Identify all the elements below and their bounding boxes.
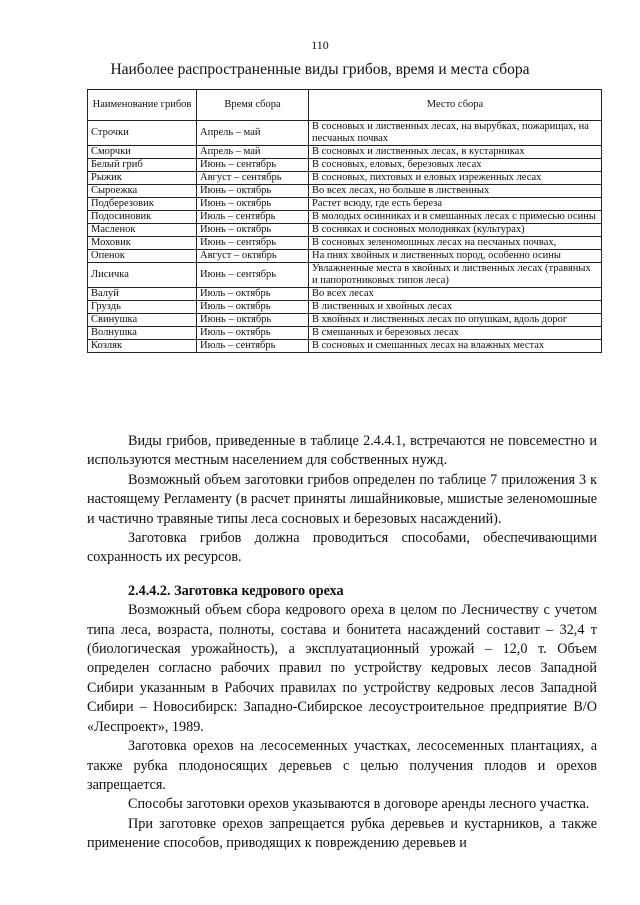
cell-place: В молодых осинниках и в смешанных лесах с примесью осины: [309, 211, 602, 224]
cell-name: Подберезовик: [88, 198, 197, 211]
cell-time: Июль – октябрь: [197, 288, 309, 301]
cell-name: Белый гриб: [88, 159, 197, 172]
cell-name: Масленок: [88, 224, 197, 237]
cell-name: Опенок: [88, 250, 197, 263]
cell-place: В лиственных и хвойных лесах: [309, 301, 602, 314]
cell-name: Лисичка: [88, 263, 197, 288]
cell-place: В сосновых зеленомошных лесах на песчаных почвах,: [309, 237, 602, 250]
table-row: [88, 211, 602, 224]
cell-place: В сосновых и лиственных лесах, в кустарниках: [309, 146, 602, 159]
cell-time: Август – сентябрь: [197, 172, 309, 185]
cell-time: Июнь – сентябрь: [197, 237, 309, 250]
body-text: [87, 432, 597, 854]
cell-place: В сосновых и лиственных лесах, на вырубках, пожарищах, на песчаных почвах: [309, 121, 602, 146]
cell-place: В хвойных и лиственных лесах по опушкам, вдоль дорог: [309, 314, 602, 327]
page-number: 110: [311, 38, 329, 52]
cell-place: На пнях хвойных и лиственных пород, особенно осины: [309, 250, 602, 263]
cell-name: Строчки: [88, 121, 197, 146]
cell-time: Июль – октябрь: [197, 327, 309, 340]
table-title: Наиболее распространенные виды грибов, время и места сбора: [110, 61, 530, 78]
paragraph: Способы заготовки орехов указываются в договоре аренды лесного участка.: [128, 796, 590, 813]
table-row: [88, 263, 602, 288]
cell-name: Рыжик: [88, 172, 197, 185]
table-row: [88, 159, 602, 172]
cell-name: Сморчки: [88, 146, 197, 159]
cell-place: В сосновых, еловых, березовых лесах: [309, 159, 602, 172]
cell-place: В сосняках и сосновых молодняках (культурах): [309, 224, 602, 237]
cell-place: В сосновых и смешанных лесах на влажных местах: [309, 340, 602, 353]
cell-place: В смешанных и березовых лесах: [309, 327, 602, 340]
header-time: Время сбора: [197, 90, 309, 121]
paragraph: Виды грибов, приведенные в таблице 2.4.4.1, встречаются не повсеместно и используются местным населением для собственных нужд.: [87, 433, 597, 469]
mushroom-table: [87, 89, 602, 353]
table-row: [88, 224, 602, 237]
header-name: Наименование грибов: [88, 90, 197, 121]
cell-name: Моховик: [88, 237, 197, 250]
cell-name: Свинушка: [88, 314, 197, 327]
cell-time: Июнь – сентябрь: [197, 159, 309, 172]
cell-time: Июнь – октябрь: [197, 185, 309, 198]
paragraph: Заготовка грибов должна проводиться способами, обеспечивающими сохранность их ресурсов.: [87, 530, 597, 566]
cell-place: Растет всюду, где есть береза: [309, 198, 602, 211]
cell-time: Июнь – октябрь: [197, 314, 309, 327]
table-row: [88, 301, 602, 314]
table-row: [88, 340, 602, 353]
table-row: [88, 121, 602, 146]
cell-time: Июль – сентябрь: [197, 340, 309, 353]
table-row: [88, 314, 602, 327]
table-row: [88, 250, 602, 263]
cell-time: Июль – сентябрь: [197, 211, 309, 224]
table-header-row: [88, 90, 602, 121]
cell-name: Подосиновик: [88, 211, 197, 224]
table-row: [88, 237, 602, 250]
cell-place: Во всех лесах, но больше в лиственных: [309, 185, 602, 198]
table-row: [88, 327, 602, 340]
cell-name: Валуй: [88, 288, 197, 301]
cell-time: Июль – октябрь: [197, 301, 309, 314]
table-row: [88, 288, 602, 301]
cell-time: Июнь – октябрь: [197, 198, 309, 211]
paragraph: При заготовке орехов запрещается рубка деревьев и кустарников, а также применение способов, приводящих к повреждению деревьев и: [87, 815, 597, 852]
cell-time: Апрель – май: [197, 121, 309, 146]
cell-place: Во всех лесах: [309, 288, 602, 301]
cell-name: Груздь: [88, 301, 197, 314]
section-heading: 2.4.4.2. Заготовка кедрового ореха: [128, 582, 344, 599]
table-row: [88, 172, 602, 185]
cell-name: Козляк: [88, 340, 197, 353]
table-row: [88, 198, 602, 211]
paragraph: Возможный объем заготовки грибов определен по таблице 7 приложения 3 к настоящему Регламенту (в расчет приняты лишайниковые, мшистые зеленомошные и частично травяные типы леса сосновых и березовых насаждений).: [87, 471, 597, 527]
cell-time: Август – октябрь: [197, 250, 309, 263]
cell-name: Волнушка: [88, 327, 197, 340]
cell-place: В сосновых, пихтовых и еловых изреженных лесах: [309, 172, 602, 185]
table-row: [88, 146, 602, 159]
cell-time: Апрель – май: [197, 146, 309, 159]
cell-time: Июнь – сентябрь: [197, 263, 309, 288]
table-row: [88, 185, 602, 198]
paragraph: Заготовка орехов на лесосеменных участках, лесосеменных плантациях, а также рубка плодоносящих деревьев с целью получения плодов и орехов запрещается.: [87, 738, 597, 793]
cell-name: Сыроежка: [88, 185, 197, 198]
cell-time: Июнь – октябрь: [197, 224, 309, 237]
paragraph: Возможный объем сбора кедрового ореха в целом по Лесничеству с учетом типа леса, возраста, полноты, состава и бонитета насаждений составит – 32,4 т (биологическая урожайность), а эксплуатационный урожай – 12,0 т. Объем определен согласно рабочих правил по устройству кедровых лесов Западной Сибири указанным в Рабочих правилах по устройству кедровых лесов Западной Сибири – Новосибирск: Западно-Сибирское лесоустроительное предприятие В/О «Леспроект», 1989.: [87, 602, 597, 735]
cell-place: Увлажненные места в хвойных и лиственных лесах (травяных и папоротниковых типов леса): [309, 263, 602, 288]
header-place: Место сбора: [309, 90, 602, 121]
